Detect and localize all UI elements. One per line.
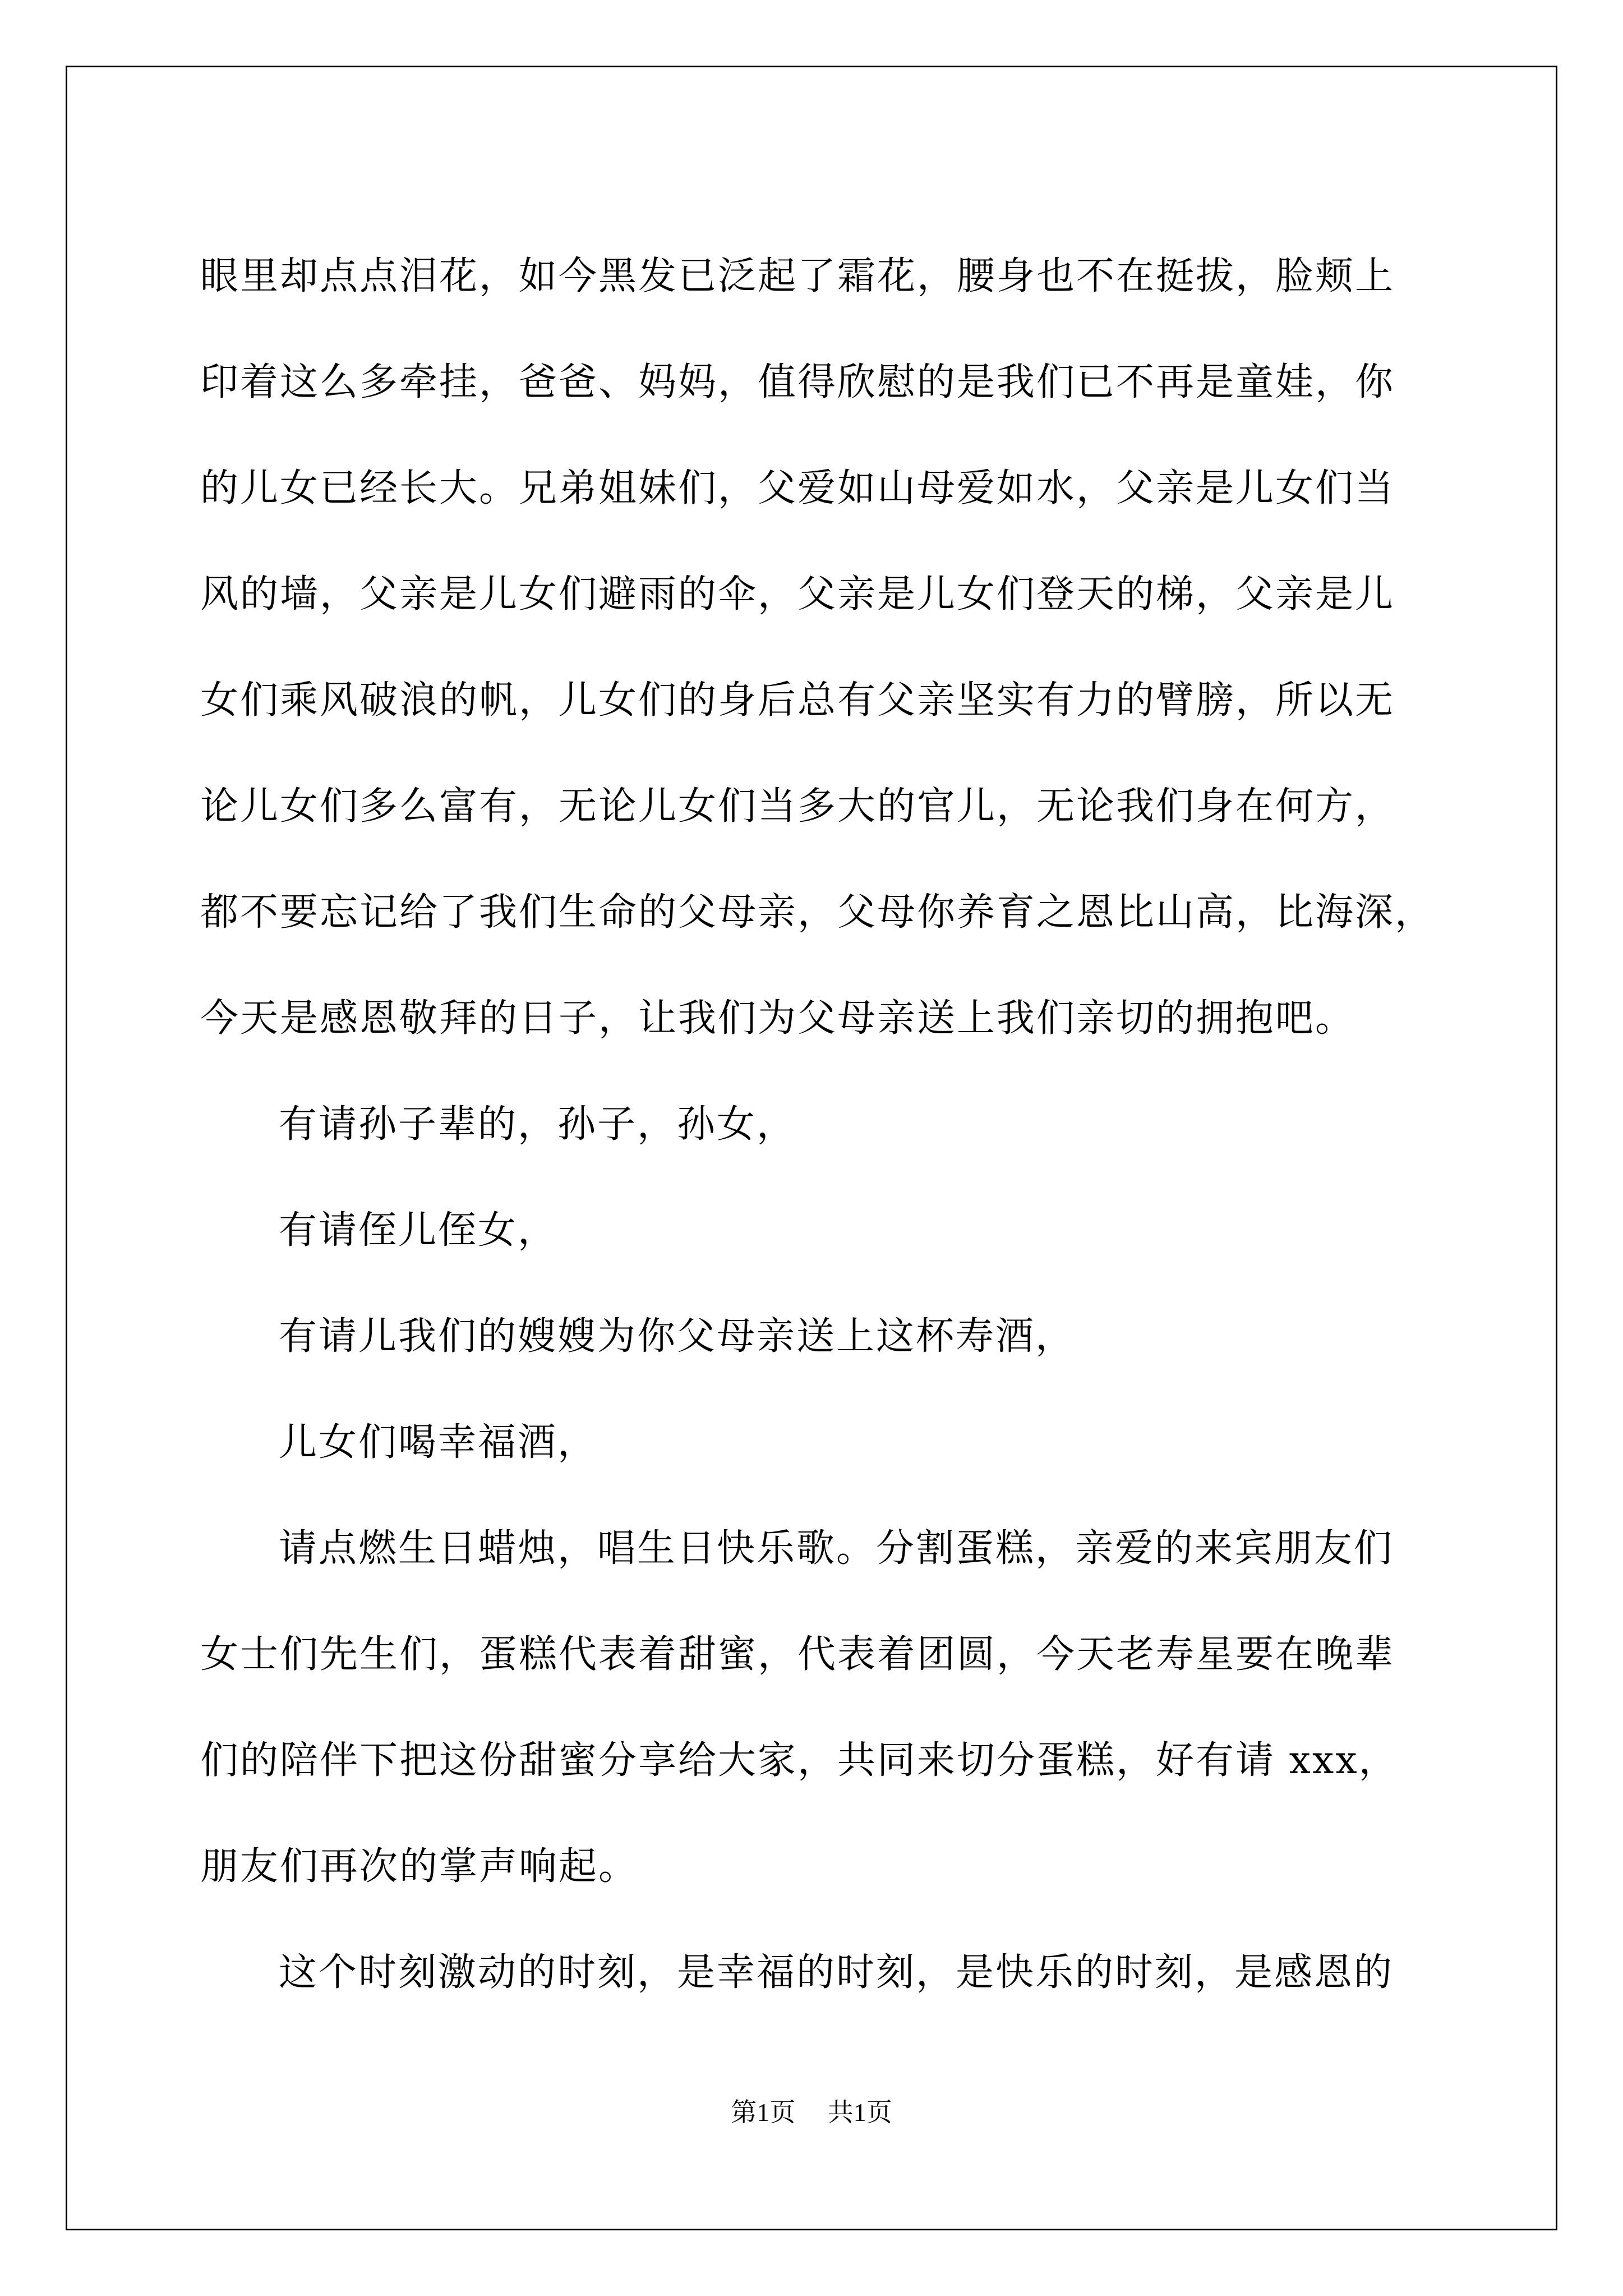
text-line: 眼里却点点泪花，如今黑发已泛起了霜花，腰身也不在挺拔，脸颊上	[200, 254, 1395, 298]
text-line: 的儿女已经长大。兄弟姐妹们，父爱如山母爱如水，父亲是儿女们当	[200, 466, 1395, 510]
text-line: 风的墙，父亲是儿女们避雨的伞，父亲是儿女们登天的梯，父亲是儿	[200, 572, 1395, 616]
page-number-current: 第1页	[731, 2098, 796, 2127]
text-line: 请点燃生日蜡烛，唱生日快乐歌。分割蛋糕，亲爱的来宾朋友们	[279, 1526, 1394, 1571]
text-line: 们的陪伴下把这份甜蜜分享给大家，共同来切分蛋糕，好有请 xxx，	[200, 1738, 1399, 1783]
text-line: 有请侄儿侄女，	[279, 1208, 558, 1253]
text-line: 这个时刻激动的时刻，是幸福的时刻，是快乐的时刻，是感恩的	[279, 1950, 1394, 1995]
text-line: 有请儿我们的嫂嫂为你父母亲送上这杯寿酒，	[279, 1314, 1076, 1359]
text-line: 女们乘风破浪的帆，儿女们的身后总有父亲坚实有力的臂膀，所以无	[200, 678, 1395, 723]
text-line: 印着这么多牵挂，爸爸、妈妈，值得欣慰的是我们已不再是童娃，你	[200, 360, 1395, 404]
text-line: 朋友们再次的掌声响起。	[200, 1844, 639, 1889]
text-line: 有请孙子辈的，孙子，孙女，	[279, 1102, 797, 1147]
text-line: 儿女们喝幸福酒，	[279, 1420, 598, 1465]
document-body	[200, 223, 1484, 2026]
text-line: 今天是感恩敬拜的日子，让我们为父母亲送上我们亲切的拥抱吧。	[200, 996, 1355, 1041]
text-line: 女士们先生们，蛋糕代表着甜蜜，代表着团圆，今天老寿星要在晚辈	[200, 1632, 1395, 1677]
page-footer	[0, 2096, 1623, 2129]
text-line: 都不要忘记给了我们生命的父母亲，父母你养育之恩比山高，比海深，	[200, 890, 1435, 935]
text-line: 论儿女们多么富有，无论儿女们当多大的官儿，无论我们身在何方，	[200, 784, 1395, 829]
page-number-total: 共1页	[827, 2098, 892, 2127]
